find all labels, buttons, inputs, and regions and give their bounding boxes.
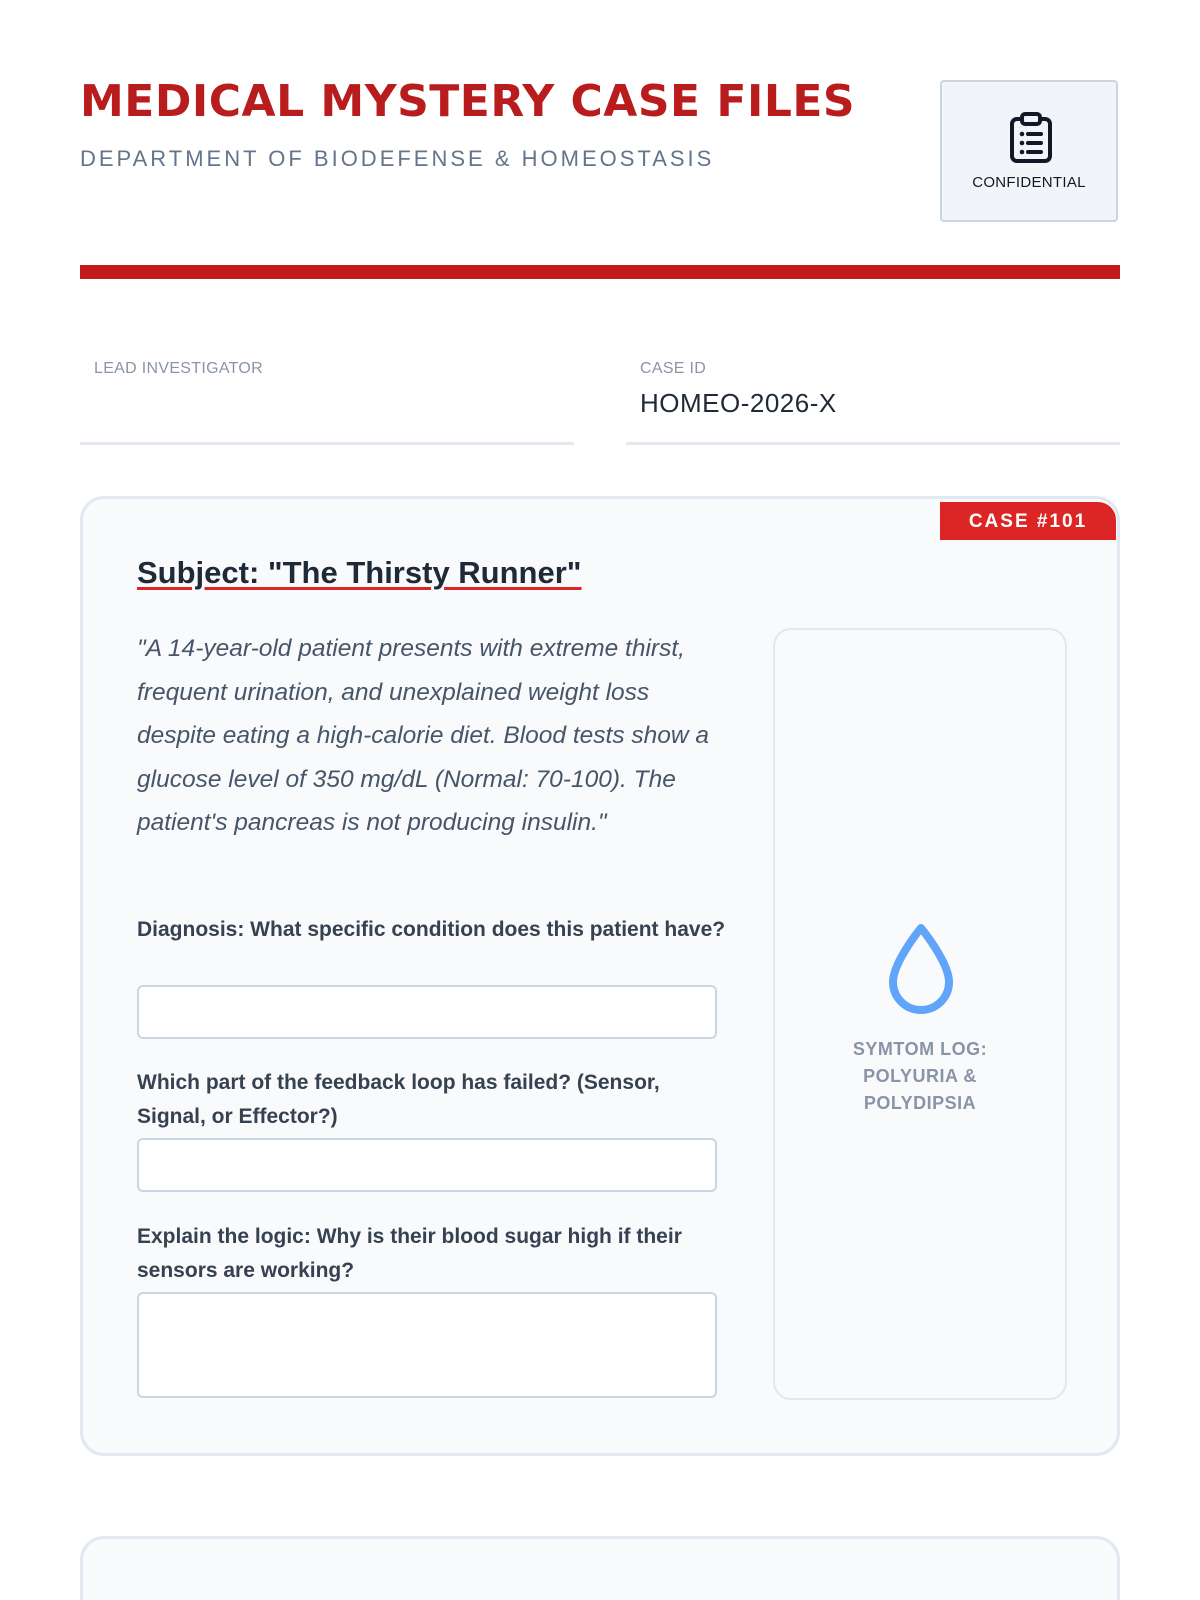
case-card <box>80 496 1120 1456</box>
water-drop-icon <box>883 920 959 1016</box>
case-subject-heading: Subject: "The Thirsty Runner" <box>137 555 582 590</box>
clipboard-list-icon <box>1008 112 1054 164</box>
page-title: MEDICAL MYSTERY CASE FILES <box>80 76 856 127</box>
question-feedback-loop: Which part of the feedback loop has failed? (Sensor, Signal, or Effector?) <box>137 1071 660 1128</box>
case-id-field[interactable] <box>626 350 1120 445</box>
case-id-value[interactable]: HOMEO-2026-X <box>640 388 837 418</box>
page-subtitle: DEPARTMENT OF BIODEFENSE & HOMEOSTASIS <box>80 146 715 171</box>
lead-investigator-field[interactable] <box>80 350 574 445</box>
case-id-label: CASE ID <box>640 360 707 377</box>
question-explain-logic: Explain the logic: Why is their blood sugar high if their sensors are working? <box>137 1225 682 1282</box>
question-diagnosis: Diagnosis: What specific condition does this patient have? <box>137 918 726 941</box>
symptom-log-label: SYMTOM LOG: POLYURIA & POLYDIPSIA <box>852 1039 988 1113</box>
confidential-stamp <box>940 80 1118 222</box>
diagnosis-answer-input[interactable] <box>137 985 717 1039</box>
header <box>80 0 1120 280</box>
feedback-loop-answer-input[interactable] <box>137 1138 717 1192</box>
next-case-card <box>80 1536 1120 1600</box>
lead-investigator-label: LEAD INVESTIGATOR <box>94 360 263 377</box>
case-number-badge: CASE #101 <box>940 502 1116 540</box>
confidential-label: CONFIDENTIAL <box>972 174 1086 191</box>
explain-logic-answer-textarea[interactable] <box>137 1292 717 1398</box>
case-narrative: "A 14-year-old patient presents with extreme thirst, frequent urination, and unexplained weight loss despite eating a high-calorie diet. Blood tests show a glucose level of 350 mg/dL (Normal: 70-100). The patient's pancreas is not producing insulin." <box>137 635 710 836</box>
header-divider <box>80 265 1120 279</box>
evidence-panel <box>773 628 1067 1400</box>
